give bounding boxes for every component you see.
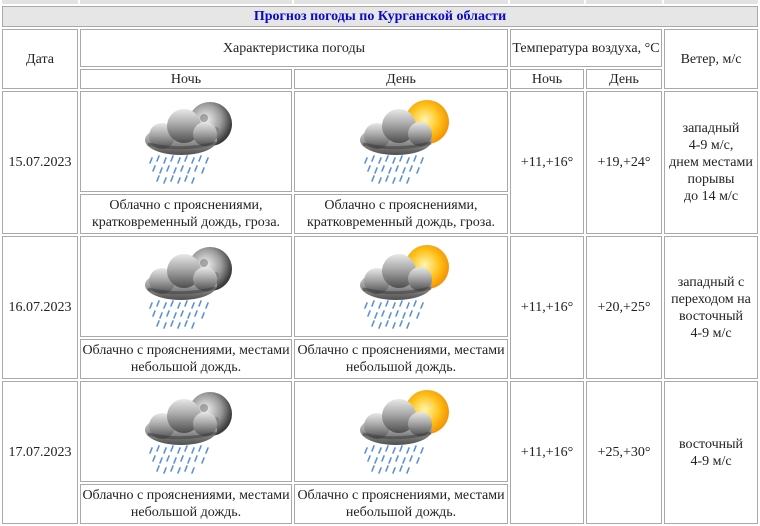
temp-day: +19,+24° [586, 91, 662, 234]
table-row [2, 91, 758, 192]
temp-day: +20,+25° [586, 236, 662, 379]
night-description: Облачно с прояснениями, местами небольшой дождь. [80, 339, 292, 379]
cloud-rain-sun-icon [294, 381, 508, 482]
header-temp-day: День [586, 69, 662, 89]
row-date: 17.07.2023 [2, 381, 78, 524]
cloud-rain-moon-icon [80, 91, 292, 192]
cloud-rain-moon-icon [80, 381, 292, 482]
temp-night: +11,+16° [510, 236, 584, 379]
wind-cell [664, 236, 758, 379]
row-date: 16.07.2023 [2, 236, 78, 379]
header-characteristic: Характеристика погоды [80, 29, 508, 67]
wind-line: 4-9 м/с [690, 325, 732, 341]
table-row [2, 381, 758, 482]
wind-line: до 14 м/с [683, 189, 739, 204]
header-wind: Ветер, м/с [664, 29, 758, 89]
night-description: Облачно с прояснениями, местами небольшой дождь. [80, 484, 292, 524]
forecast-table [0, 4, 760, 526]
table-title: Прогноз погоды по Курганской области [2, 6, 758, 27]
temp-night: +11,+16° [510, 381, 584, 524]
night-description: Облачно с прояснениями, кратковременный дождь, гроза. [80, 194, 292, 234]
wind-line: западный [682, 121, 740, 136]
cloud-rain-sun-icon [294, 236, 508, 337]
header-temp-night: Ночь [510, 69, 584, 89]
wind-line: 4-9 м/с [690, 453, 732, 469]
wind-line: западный с [677, 274, 745, 290]
wind-line: порывы [687, 172, 735, 187]
temp-day: +25,+30° [586, 381, 662, 524]
wind-line: 4-9 м/с, [688, 138, 734, 153]
day-description: Облачно с прояснениями, кратковременный дождь, гроза. [294, 194, 508, 234]
wind-line: восточный [678, 436, 744, 452]
table-row [2, 236, 758, 337]
day-description: Облачно с прояснениями, местами небольшой дождь. [294, 484, 508, 524]
wind-cell [664, 91, 758, 234]
row-date: 15.07.2023 [2, 91, 78, 234]
header-date: Дата [2, 29, 78, 89]
cloud-rain-moon-icon [80, 236, 292, 337]
header-day: День [294, 69, 508, 89]
header-night: Ночь [80, 69, 292, 89]
wind-line: днем местами [669, 155, 753, 170]
wind-line: восточный [678, 308, 744, 324]
header-temperature: Температура воздуха, °С [510, 29, 662, 67]
wind-line: переходом на [671, 291, 751, 307]
wind-cell [664, 381, 758, 524]
cloud-rain-sun-icon [294, 91, 508, 192]
day-description: Облачно с прояснениями, местами небольшой дождь. [294, 339, 508, 379]
temp-night: +11,+16° [510, 91, 584, 234]
